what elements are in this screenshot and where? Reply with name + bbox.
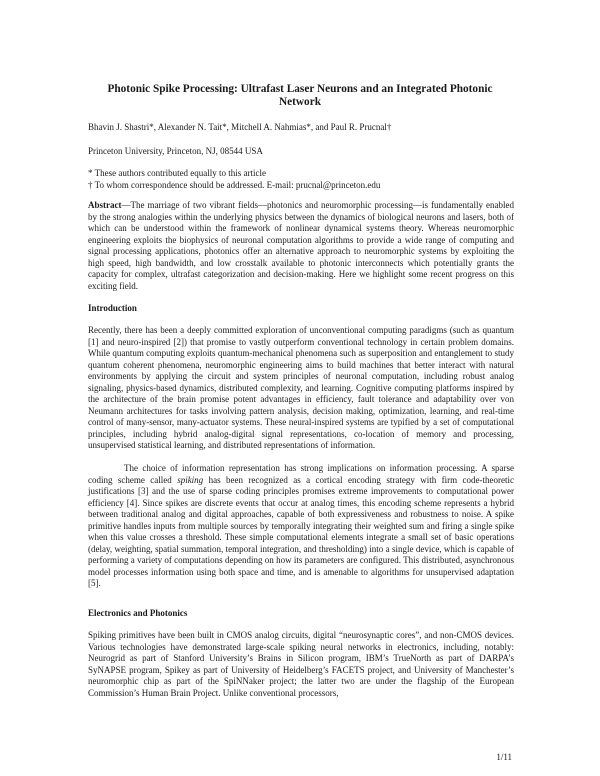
correspondence-note: † To whom correspondence should be addressed. E-mail: prucnal@princeton.edu [88,180,381,190]
section-heading-introduction: Introduction [88,303,137,313]
intro-p2-text-after: has been recognized as a cortical encoding strategy with firm code-theoretic justifications [3] and the use of sparse coding principles promises extreme improvements to computational power efficiency [4]. Since spikes are discrete events that occur at analog times, this encoding scheme represents a hybrid between traditional analog and digital approaches, capable of both expressiveness and robustness to noise. A spike primitive handles inputs from multiple sources by temporally integrating their weighted sum and firing a single spike when this value crosses a threshold. These simple computational elements integrate a small set of basic operations (delay, weighting, spatial summation, temporal integration, and thresholding) into a single device, which is capable of performing a variety of computations depending on how its parameters are configured. This distributed, asynchronous model processes information using both space and time, and is amenable to algorithms for unsupervised adaptation [5]. [88,474,514,588]
page-number: 1/11 [496,752,512,762]
paper-title: Photonic Spike Processing: Ultrafast Laser Neurons and an Integrated Photonic Network [107,83,493,108]
intro-p2-italic-term: spiking [177,474,204,485]
introduction-paragraph-2 [88,463,514,590]
abstract-text: —The marriage of two vibrant fields—photonics and neuromorphic processing—is fundamentally enabled by the strong analogies within the underlying physics between the dynamics of biological neurons and lasers, both of which can be understood within the framework of nonlinear dynamical systems theory. Whereas neuromorphic engineering exploits the biophysics of neuronal computation algorithms to provide a wide range of computing and signal processing applications, photonics offer an alternative approach to neuromorphic systems by exploiting the high speed, high bandwidth, and low crosstalk available to photonic interconnects which potentially grants the capacity for complex, ultrafast categorization and decision-making. Here we highlight some recent progress on this exciting field. [88,200,514,291]
electronics-paragraph-1: Spiking primitives have been built in CMOS analog circuits, digital “neurosynaptic cores”, and non-CMOS devices. Various technologies have demonstrated large-scale spiking neural networks in electronics, including, notably: Neurogrid as part of Stanford University’s Brains in Silicon program, IBM’s TrueNorth as part of DARPA’s SyNAPSE program, Spikey as part of University of Heidelberg’s FACETS project, and University of Manchester’s neuromorphic chip as part of the SpiNNaker project; the latter two are under the flagship of the European Commission’s Human Brain Project. Unlike conventional processors, [88,630,514,698]
introduction-paragraph-1: Recently, there has been a deeply committed exploration of unconventional computing paradigms (such as quantum [1] and neuro-inspired [2]) that promise to vastly outperform conventional technology in certain problem domains. While quantum computing exploits quantum-mechanical phenomena such as superposition and entanglement to study quantum coherent phenomena, neuromorphic engineering aims to build machines that better interact with natural environments by applying the circuit and system principles of neuronal computation, including robust analog signaling, physics-based dynamics, distributed complexity, and learning. Cognitive computing platforms inspired by the architecture of the brain promise potent advantages in efficiency, fault tolerance and adaptability over von Neumann architectures for tasks involving pattern analysis, decision making, optimization, learning, and real-time control of many-sensor, many-actuator systems. These neural-inspired systems are typified by a set of computational principles, including hybrid analog-digital signal representations, co-location of memory and processing, unsupervised statistical learning, and distributed representations of information. [88,325,514,450]
intro-p2-text-before: The choice of information representation has strong implications on information processing. A sparse coding scheme called [88,463,514,485]
equal-contribution-note: * These authors contributed equally to this article [88,168,267,178]
affiliation: Princeton University, Princeton, NJ, 08544 USA [88,146,263,156]
abstract-label: Abstract [88,200,122,210]
author-list: Bhavin J. Shastri*, Alexander N. Tait*, Mitchell A. Nahmias*, and Paul R. Prucnal† [88,122,392,132]
section-heading-electronics-photonics: Electronics and Photonics [88,608,188,618]
abstract [88,200,514,292]
